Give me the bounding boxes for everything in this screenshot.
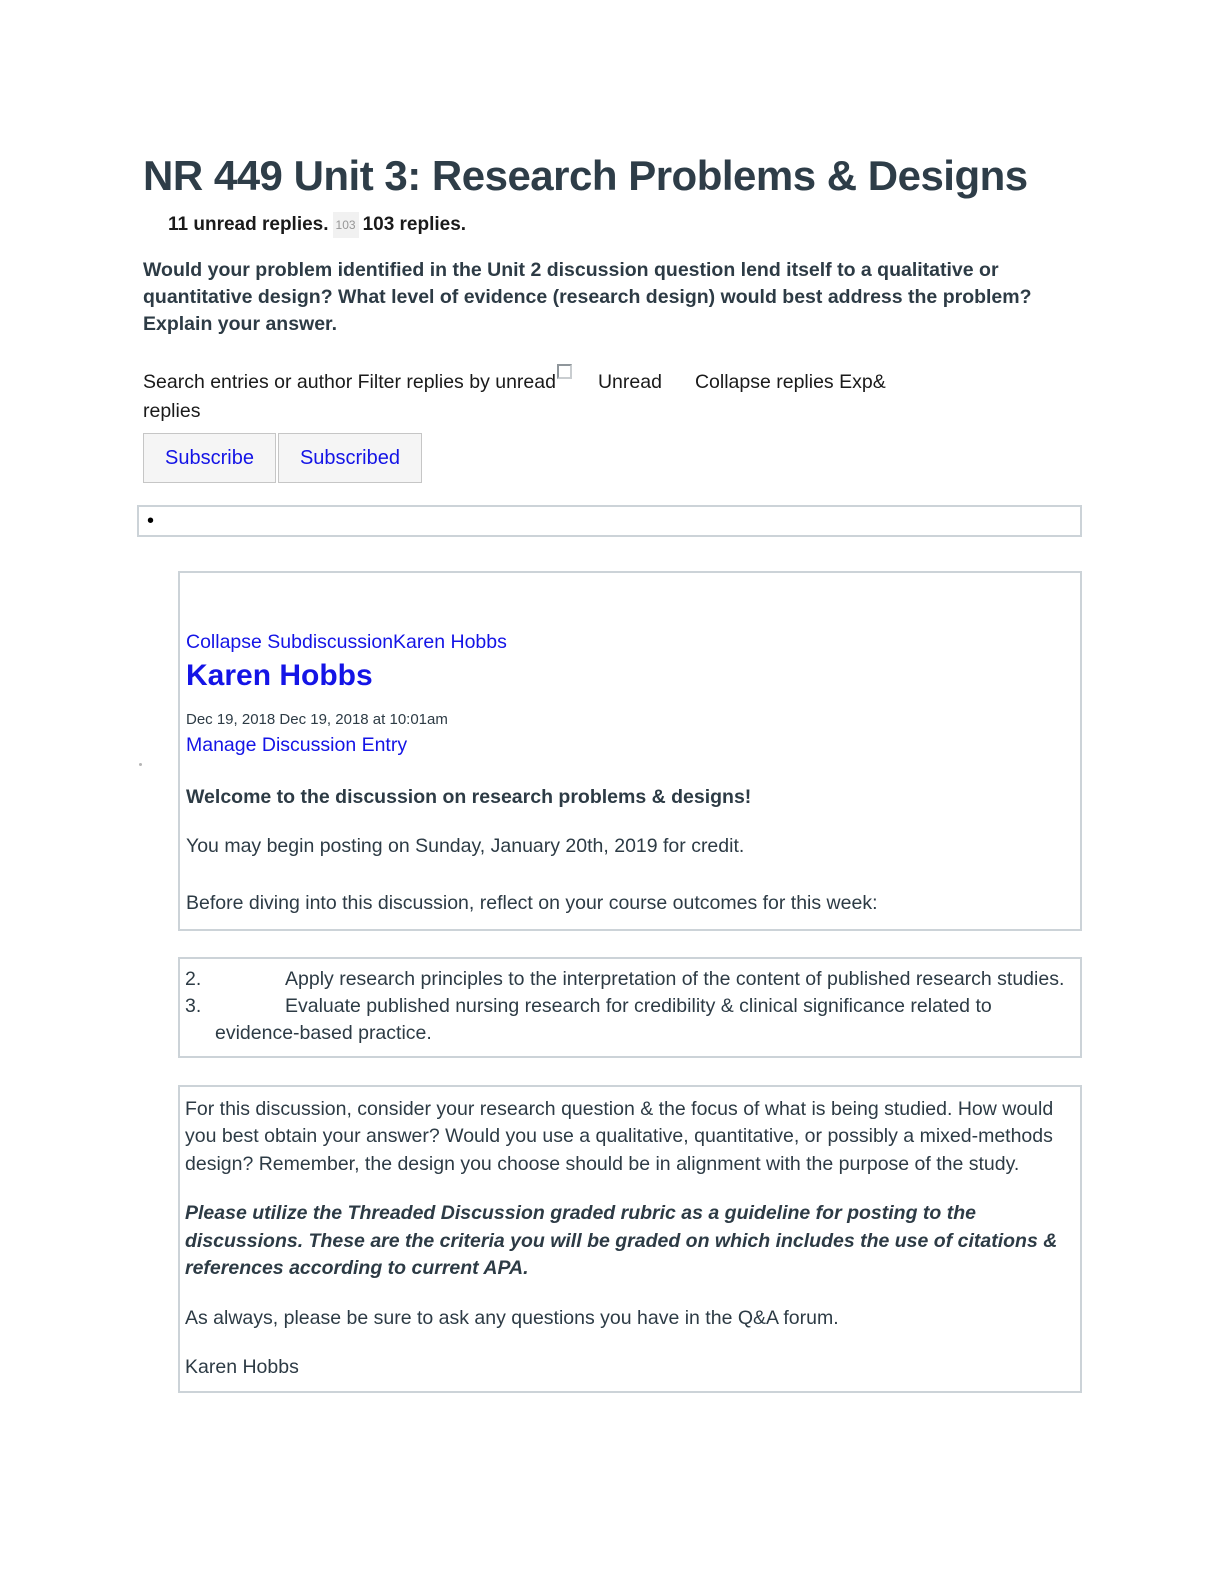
entry-date: Dec 19, 2018 Dec 19, 2018 at 10:01am [186, 710, 448, 728]
outcome-item [185, 993, 1072, 1047]
thread-list-item[interactable] [137, 505, 1082, 537]
outcome-number: 2. [185, 967, 202, 990]
entry-paragraph-2: Before diving into this discussion, reflect on your course outcomes for this week: [186, 891, 878, 914]
body-paragraph-rubric: Please utilize the Threaded Discussion graded rubric as a guideline for posting to the discussions. These are the criteria you will be graded on which includes the use of citations & references according to current APA. [185, 1202, 1058, 1280]
entry-body-panel [178, 1085, 1082, 1393]
outcome-item [185, 966, 1072, 993]
unread-replies-count: 11 unread replies. [168, 213, 329, 235]
filter-toolbar [143, 368, 1073, 426]
body-paragraph-qa: As always, please be sure to ask any questions you have in the Q&A forum. [185, 1306, 839, 1329]
unread-filter-checkbox[interactable] [557, 364, 572, 379]
collapse-subdiscussion-link[interactable]: Collapse Subdiscussion [186, 630, 394, 653]
discussion-entry-panel [178, 571, 1082, 931]
avatar-placeholder-dot [139, 763, 142, 766]
discussion-prompt: Would your problem identified in the Unit 2 discussion question lend itself to a qualitative or quantitative design? What level of evidence (research design) would best address the problem? Explain your answer. [143, 258, 1032, 335]
outcome-text: Evaluate published nursing research for credibility & clinical significance related to evidence-based practice. [215, 994, 992, 1044]
body-paragraph-1: For this discussion, consider your research question & the focus of what is being studied. How would you best obtain your answer? Would you use a qualitative, quantitative, or possibly a mixed-methods design? Remember, the design you choose should be in alignment with the purpose of the study. [185, 1097, 1054, 1175]
replies-count-badge: 103 [333, 212, 359, 238]
author-link[interactable]: Karen Hobbs [393, 630, 507, 653]
total-replies-count: 103 replies. [362, 213, 467, 235]
entry-paragraph-1: You may begin posting on Sunday, January 20th, 2019 for credit. [186, 834, 745, 857]
search-entries-input[interactable]: Search entries or author Filter replies by unread [143, 370, 556, 393]
subscribe-button-group [143, 433, 1100, 483]
outcome-text: Apply research principles to the interpretation of the content of published research studies. [285, 967, 1065, 990]
collapse-expand-replies-button[interactable]: Collapse replies Exp& [694, 370, 886, 393]
author-name-heading[interactable]: Karen Hobbs [186, 658, 373, 692]
bullet-icon: • [147, 509, 155, 532]
replies-summary [168, 213, 1100, 239]
page-title: NR 449 Unit 3: Research Problems & Designs [143, 152, 1028, 199]
subscribed-button[interactable]: Subscribed [278, 433, 422, 483]
unread-filter-button[interactable]: Unread [597, 370, 662, 393]
course-outcomes-panel [178, 957, 1082, 1058]
entry-header [186, 629, 1070, 656]
manage-discussion-entry-link[interactable]: Manage Discussion Entry [186, 733, 408, 756]
manage-entry-row [186, 732, 1070, 759]
author-signature: Karen Hobbs [185, 1356, 299, 1379]
outcome-number: 3. [185, 994, 202, 1017]
welcome-text: Welcome to the discussion on research problems & designs! [186, 785, 752, 808]
subscribe-button[interactable]: Subscribe [143, 433, 276, 483]
collapse-expand-wrapped-word[interactable]: replies [143, 399, 201, 422]
